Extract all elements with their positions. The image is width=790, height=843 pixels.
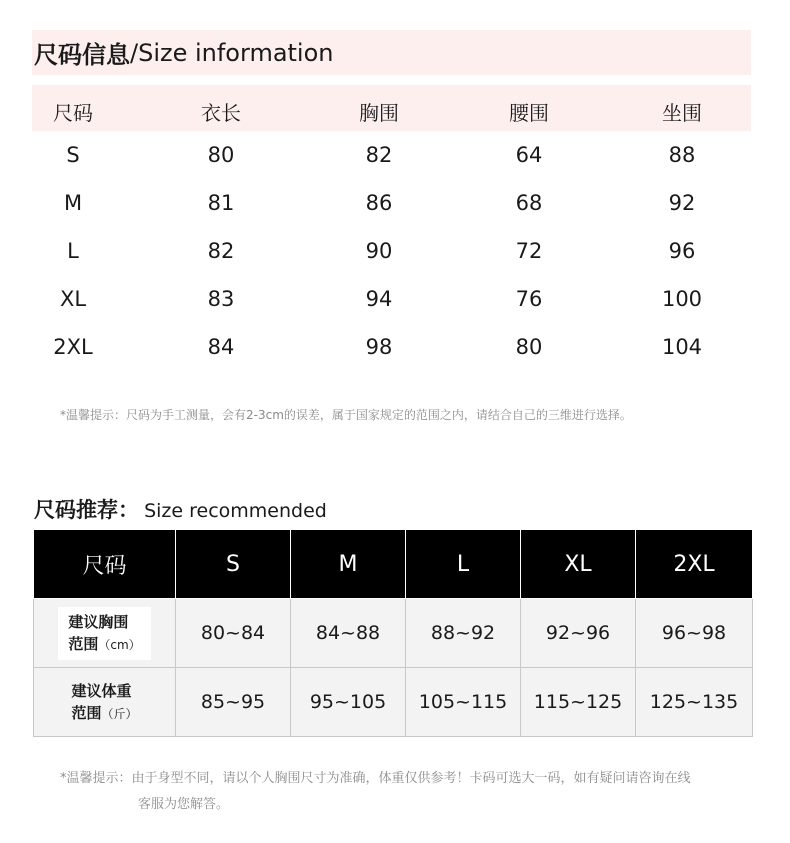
rec-header-m: M	[291, 530, 406, 599]
chest-range-xl: 92~96	[521, 599, 636, 668]
weight-range-2xl: 125~135	[636, 668, 753, 737]
header-waist: 腰围	[509, 101, 549, 125]
measurement-note: *温馨提示：尺码为手工测量，会有2-3cm的误差，属于国家规定的范围之内，请结合自己的三维进行选择。	[60, 408, 632, 422]
length-cell: 82	[207, 239, 235, 263]
recommend-note-line2: 客服为您解答。	[138, 797, 230, 812]
hip-cell: 100	[661, 287, 703, 311]
size-cell: XL	[59, 287, 87, 311]
header-hip: 坐围	[662, 101, 702, 125]
chest-cell: 86	[365, 191, 393, 215]
table-row	[32, 227, 751, 275]
size-info-title-zh: 尺码信息	[34, 41, 130, 69]
table-row	[32, 131, 751, 179]
table-row	[32, 323, 751, 371]
table-row	[32, 179, 751, 227]
waist-cell: 68	[515, 191, 543, 215]
weight-range-m: 95~105	[291, 668, 406, 737]
hip-cell: 92	[668, 191, 696, 215]
hip-cell: 104	[661, 335, 703, 359]
waist-cell: 64	[515, 143, 543, 167]
recommend-table	[33, 529, 753, 737]
waist-cell: 80	[515, 335, 543, 359]
rec-header-2xl: 2XL	[636, 530, 753, 599]
size-cell: 2XL	[53, 335, 93, 359]
size-cell: L	[67, 239, 79, 263]
chest-unit: （cm）	[98, 637, 141, 652]
length-cell: 80	[207, 143, 235, 167]
header-size: 尺码	[53, 101, 93, 125]
weight-range-row	[34, 668, 753, 737]
recommend-header-row	[34, 530, 753, 599]
chest-range-label	[58, 607, 150, 660]
rec-header-l: L	[406, 530, 521, 599]
chest-cell: 98	[365, 335, 393, 359]
header-chest: 胸围	[359, 101, 399, 125]
recommend-title-zh: 尺码推荐：	[34, 498, 139, 522]
waist-cell: 76	[515, 287, 543, 311]
weight-unit: （斤）	[101, 706, 138, 721]
length-cell: 83	[207, 287, 235, 311]
rec-header-s: S	[176, 530, 291, 599]
weight-range-l: 105~115	[406, 668, 521, 737]
size-table-header	[32, 85, 751, 131]
chest-cell: 90	[365, 239, 393, 263]
chest-cell: 82	[365, 143, 393, 167]
hip-cell: 88	[668, 143, 696, 167]
header-length: 衣长	[201, 101, 241, 125]
length-cell: 81	[207, 191, 235, 215]
chest-label-line1: 建议胸围	[68, 612, 129, 631]
chest-range-m: 84~88	[291, 599, 406, 668]
hip-cell: 96	[668, 239, 696, 263]
size-cell: M	[63, 191, 83, 215]
chest-label-line2: 范围	[68, 634, 99, 653]
size-info-title-bar	[32, 30, 751, 75]
chest-range-label-cell	[34, 599, 176, 668]
table-row	[32, 275, 751, 323]
weight-label-line2: 范围	[71, 703, 102, 722]
chest-cell: 94	[365, 287, 393, 311]
chest-range-row	[34, 599, 753, 668]
recommend-title	[34, 494, 327, 524]
weight-range-xl: 115~125	[521, 668, 636, 737]
size-cell: S	[66, 143, 80, 167]
rec-header-xl: XL	[521, 530, 636, 599]
chest-range-l: 88~92	[406, 599, 521, 668]
weight-label-line1: 建议体重	[71, 681, 132, 700]
weight-range-label	[61, 676, 147, 729]
chest-range-2xl: 96~98	[636, 599, 753, 668]
recommend-note	[60, 766, 760, 818]
weight-range-label-cell	[34, 668, 176, 737]
rec-header-size: 尺码	[34, 530, 176, 599]
chest-range-s: 80~84	[176, 599, 291, 668]
length-cell: 84	[207, 335, 235, 359]
weight-range-s: 85~95	[176, 668, 291, 737]
recommend-note-line1: *温馨提示：由于身型不同，请以个人胸围尺寸为准确，体重仅供参考！卡码可选大一码，如有疑问请咨询在线	[60, 771, 691, 786]
waist-cell: 72	[515, 239, 543, 263]
recommend-title-en: Size recommended	[144, 500, 327, 522]
size-info-title-en: /Size information	[130, 38, 334, 67]
